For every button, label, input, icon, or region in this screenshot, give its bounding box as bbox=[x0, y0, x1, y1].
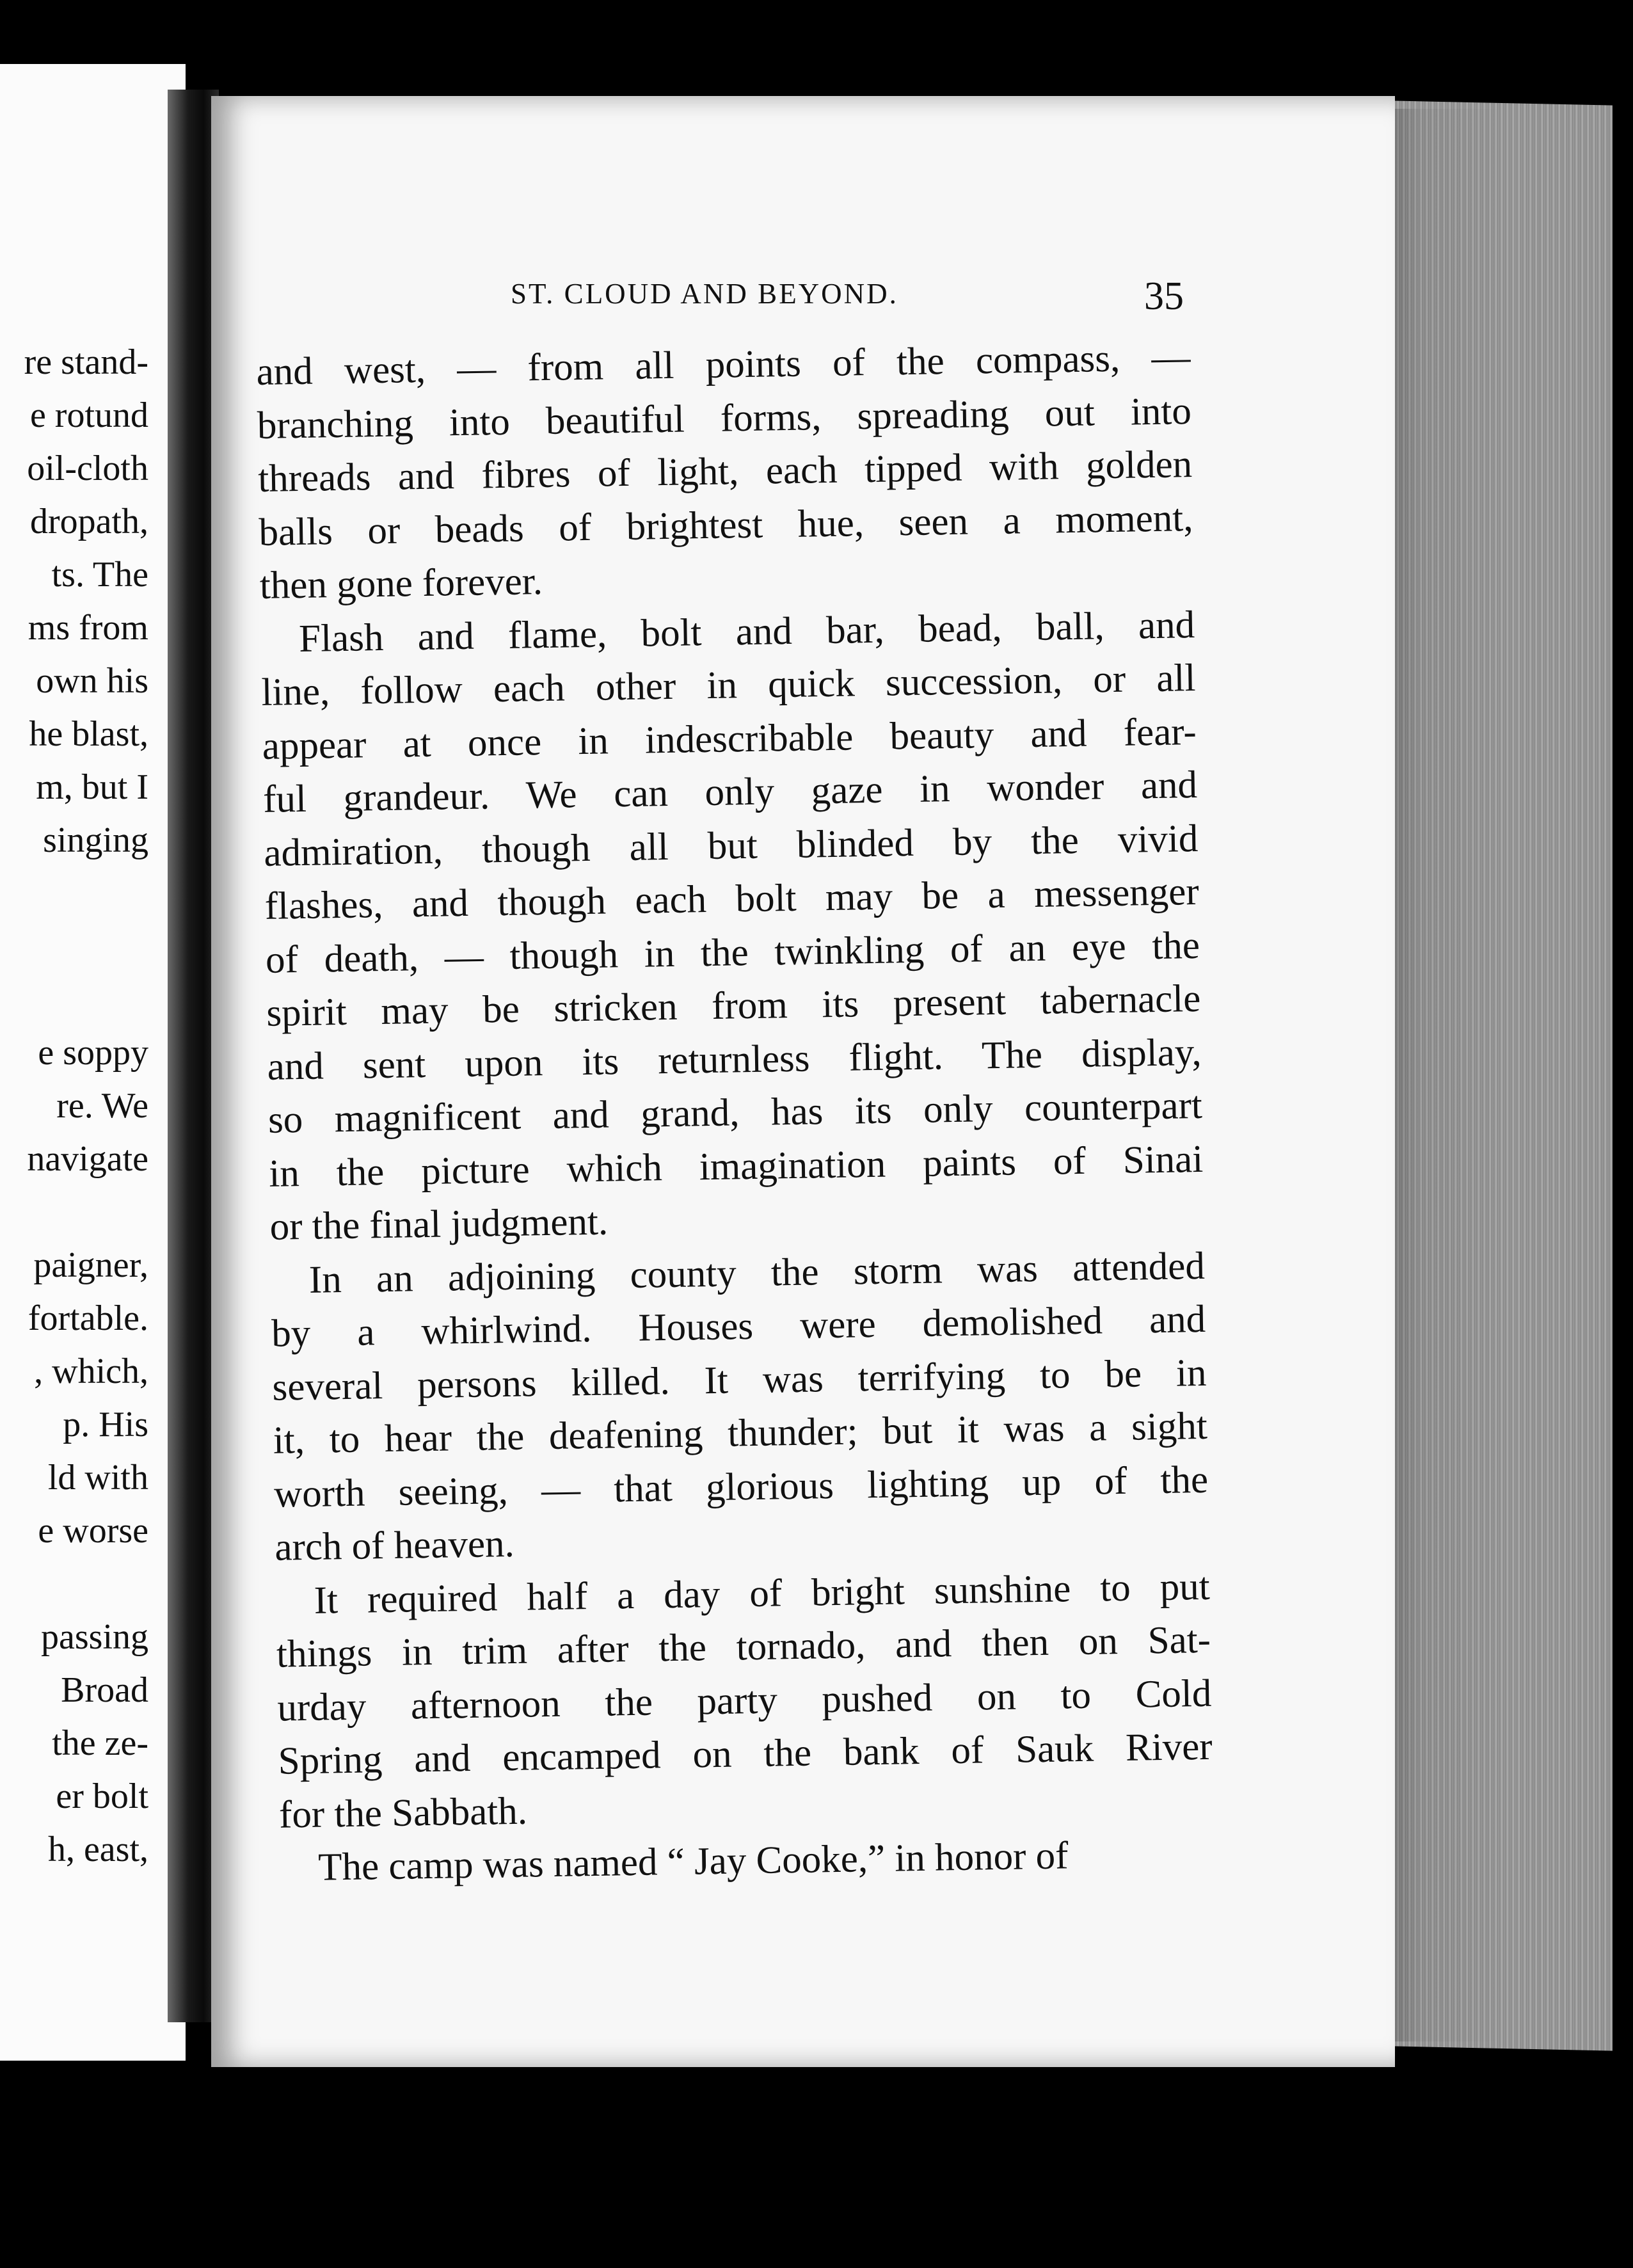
left-page-line: , which, bbox=[34, 1352, 148, 1391]
left-page-line: singing bbox=[43, 820, 148, 860]
text-line: things in trim after the tornado, and then on Sat- bbox=[276, 1618, 1211, 1676]
paragraph bbox=[256, 331, 1194, 612]
text-line: then gone forever. bbox=[259, 560, 543, 607]
left-page-line: own his bbox=[36, 661, 148, 701]
left-page-line: m, but I bbox=[36, 767, 148, 807]
left-page-line: e rotund bbox=[29, 395, 148, 435]
left-page-line: e soppy bbox=[38, 1033, 148, 1073]
paragraph bbox=[275, 1560, 1213, 1841]
left-page-line: fortable. bbox=[28, 1298, 148, 1338]
text-line: spirit may be stricken from its present tabernacle bbox=[266, 977, 1201, 1035]
left-page-line: ld with bbox=[47, 1458, 148, 1497]
paragraph bbox=[260, 598, 1205, 1254]
text-line: line, follow each other in quick succession, or all bbox=[260, 657, 1196, 714]
left-page-line: he blast, bbox=[29, 714, 148, 754]
left-page-line: Broad bbox=[61, 1670, 148, 1710]
text-line: arch of heaven. bbox=[274, 1522, 515, 1569]
left-page-line: p. His bbox=[63, 1405, 148, 1444]
text-line: several persons killed. It was terrifying to be in bbox=[272, 1351, 1207, 1409]
text-line: threads and fibres of light, each tipped with golden bbox=[257, 443, 1193, 500]
text-line: Spring and encamped on the bank of Sauk River bbox=[278, 1725, 1213, 1783]
text-line: It required half a day of bright sunshine to put bbox=[314, 1565, 1211, 1622]
left-page-text bbox=[0, 336, 148, 1876]
left-page-line: e worse bbox=[38, 1511, 148, 1551]
left-page-line: er bolt bbox=[56, 1777, 148, 1816]
left-page-line bbox=[0, 920, 148, 973]
left-page-line: re stand- bbox=[24, 342, 148, 382]
left-page-fragment bbox=[0, 64, 186, 2061]
text-line: and west, — from all points of the compass, — bbox=[256, 336, 1191, 394]
left-page-line: ms from bbox=[28, 608, 148, 648]
text-line: for the Sabbath. bbox=[278, 1789, 528, 1837]
left-page-line bbox=[0, 867, 148, 920]
left-page-line: oil-cloth bbox=[27, 449, 148, 488]
left-page-line: passing bbox=[41, 1617, 148, 1657]
left-page-line bbox=[0, 1186, 148, 1239]
left-page-line: dropath, bbox=[29, 502, 148, 541]
text-line: so magnificent and grand, has its only counterpart bbox=[267, 1083, 1203, 1142]
text-line: Flash and flame, bolt and bar, bead, ball, and bbox=[298, 603, 1195, 660]
text-line: ful grandeur. We can only gaze in wonder and bbox=[262, 763, 1198, 821]
text-line: In an adjoining county the storm was attended bbox=[308, 1244, 1206, 1302]
running-title: ST. CLOUD AND BEYOND. bbox=[511, 278, 898, 310]
text-line: or the final judgment. bbox=[269, 1200, 609, 1249]
page-number: 35 bbox=[1144, 275, 1184, 318]
left-page-line: ts. The bbox=[51, 555, 148, 595]
left-page-line bbox=[0, 973, 148, 1026]
text-line: urday afternoon the party pushed on to Cold bbox=[276, 1672, 1212, 1730]
paragraph bbox=[270, 1239, 1209, 1574]
left-page-line: re. We bbox=[56, 1086, 148, 1126]
left-page-line bbox=[0, 1558, 148, 1611]
text-line: and sent upon its returnless flight. The display, bbox=[267, 1030, 1202, 1089]
left-page-line: navigate bbox=[27, 1139, 148, 1179]
text-line: flashes, and though each bolt may be a messenger bbox=[264, 870, 1200, 928]
text-line: The camp was named “ Jay Cooke,” in honor of bbox=[317, 1834, 1069, 1889]
text-line: of death, — though in the twinkling of an eye the bbox=[265, 923, 1200, 982]
text-line: admiration, though all but blinded by the vivid bbox=[263, 817, 1199, 875]
left-page-line: paigner, bbox=[33, 1245, 148, 1285]
text-line: it, to hear the deafening thunder; but it was a sight bbox=[273, 1404, 1208, 1462]
text-line: appear at once in indescribable beauty and fear- bbox=[262, 710, 1197, 768]
left-page-line: h, east, bbox=[47, 1830, 148, 1869]
body-text bbox=[256, 331, 1215, 1895]
left-page-line: the ze- bbox=[52, 1723, 148, 1763]
text-line: by a whirlwind. Houses were demolished and bbox=[271, 1297, 1206, 1355]
text-line: in the picture which imagination paints of Sinai bbox=[268, 1137, 1204, 1195]
text-line: branching into beautiful forms, spreading out into bbox=[257, 389, 1192, 447]
text-line: balls or beads of brightest hue, seen a moment, bbox=[259, 496, 1193, 554]
text-line: worth seeing, — that glorious lighting up of the bbox=[273, 1458, 1209, 1516]
